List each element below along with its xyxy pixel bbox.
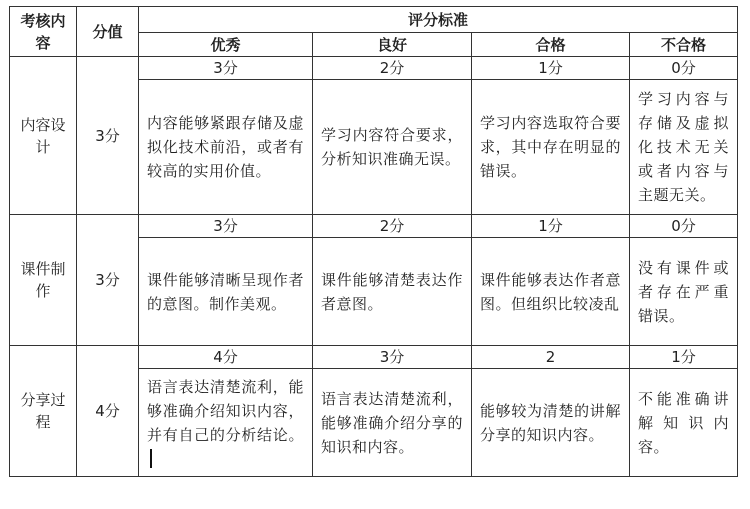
level-fail: 不合格 (630, 33, 738, 57)
category-cell: 分享过程 (10, 346, 77, 477)
points-cell: 3分 (77, 215, 139, 346)
header-content: 考核内容 (10, 7, 77, 57)
score-cell: 0分 (630, 215, 738, 238)
description-cell: 学习内容与存储及虚拟化技术无关或者内容与主题无关。 (630, 80, 738, 215)
score-cell: 0分 (630, 57, 738, 80)
scoring-rubric-table (9, 6, 738, 477)
description-cell[interactable] (139, 369, 313, 477)
level-pass: 合格 (472, 33, 630, 57)
score-cell: 2分 (313, 215, 472, 238)
score-cell: 3分 (313, 346, 472, 369)
description-text: 语言表达清楚流利，能够准确介绍知识内容，并有自己的分析结论。 (147, 377, 304, 444)
score-row-sharing (10, 346, 738, 369)
score-cell: 3分 (139, 215, 313, 238)
description-cell: 能够较为清楚的讲解分享的知识内容。 (472, 369, 630, 477)
category-cell: 内容设计 (10, 57, 77, 215)
description-cell: 内容能够紧跟存储及虚拟化技术前沿，或者有较高的实用价值。 (139, 80, 313, 215)
score-cell: 1分 (472, 215, 630, 238)
header-points: 分值 (77, 7, 139, 57)
text-cursor (150, 449, 152, 468)
level-good: 良好 (313, 33, 472, 57)
score-cell: 3分 (139, 57, 313, 80)
score-cell: 1分 (472, 57, 630, 80)
score-cell: 2分 (313, 57, 472, 80)
description-cell: 课件能够表达作者意图。但组织比较凌乱 (472, 238, 630, 346)
description-cell: 课件能够清楚表达作者意图。 (313, 238, 472, 346)
points-cell: 4分 (77, 346, 139, 477)
category-cell: 课件制作 (10, 215, 77, 346)
description-cell: 没有课件或者存在严重错误。 (630, 238, 738, 346)
score-row-content-design (10, 57, 738, 80)
score-cell: 1分 (630, 346, 738, 369)
description-cell: 不能准确讲解知识内容。 (630, 369, 738, 477)
score-cell: 2 (472, 346, 630, 369)
header-standard: 评分标准 (139, 7, 738, 33)
points-cell: 3分 (77, 57, 139, 215)
description-cell: 课件能够清晰呈现作者的意图。制作美观。 (139, 238, 313, 346)
score-row-courseware (10, 215, 738, 238)
score-cell: 4分 (139, 346, 313, 369)
level-excellent: 优秀 (139, 33, 313, 57)
description-cell: 学习内容符合要求，分析知识准确无误。 (313, 80, 472, 215)
description-cell: 学习内容选取符合要求，其中存在明显的错误。 (472, 80, 630, 215)
description-cell: 语言表达清楚流利，能够准确介绍分享的知识和内容。 (313, 369, 472, 477)
header-row (10, 7, 738, 33)
